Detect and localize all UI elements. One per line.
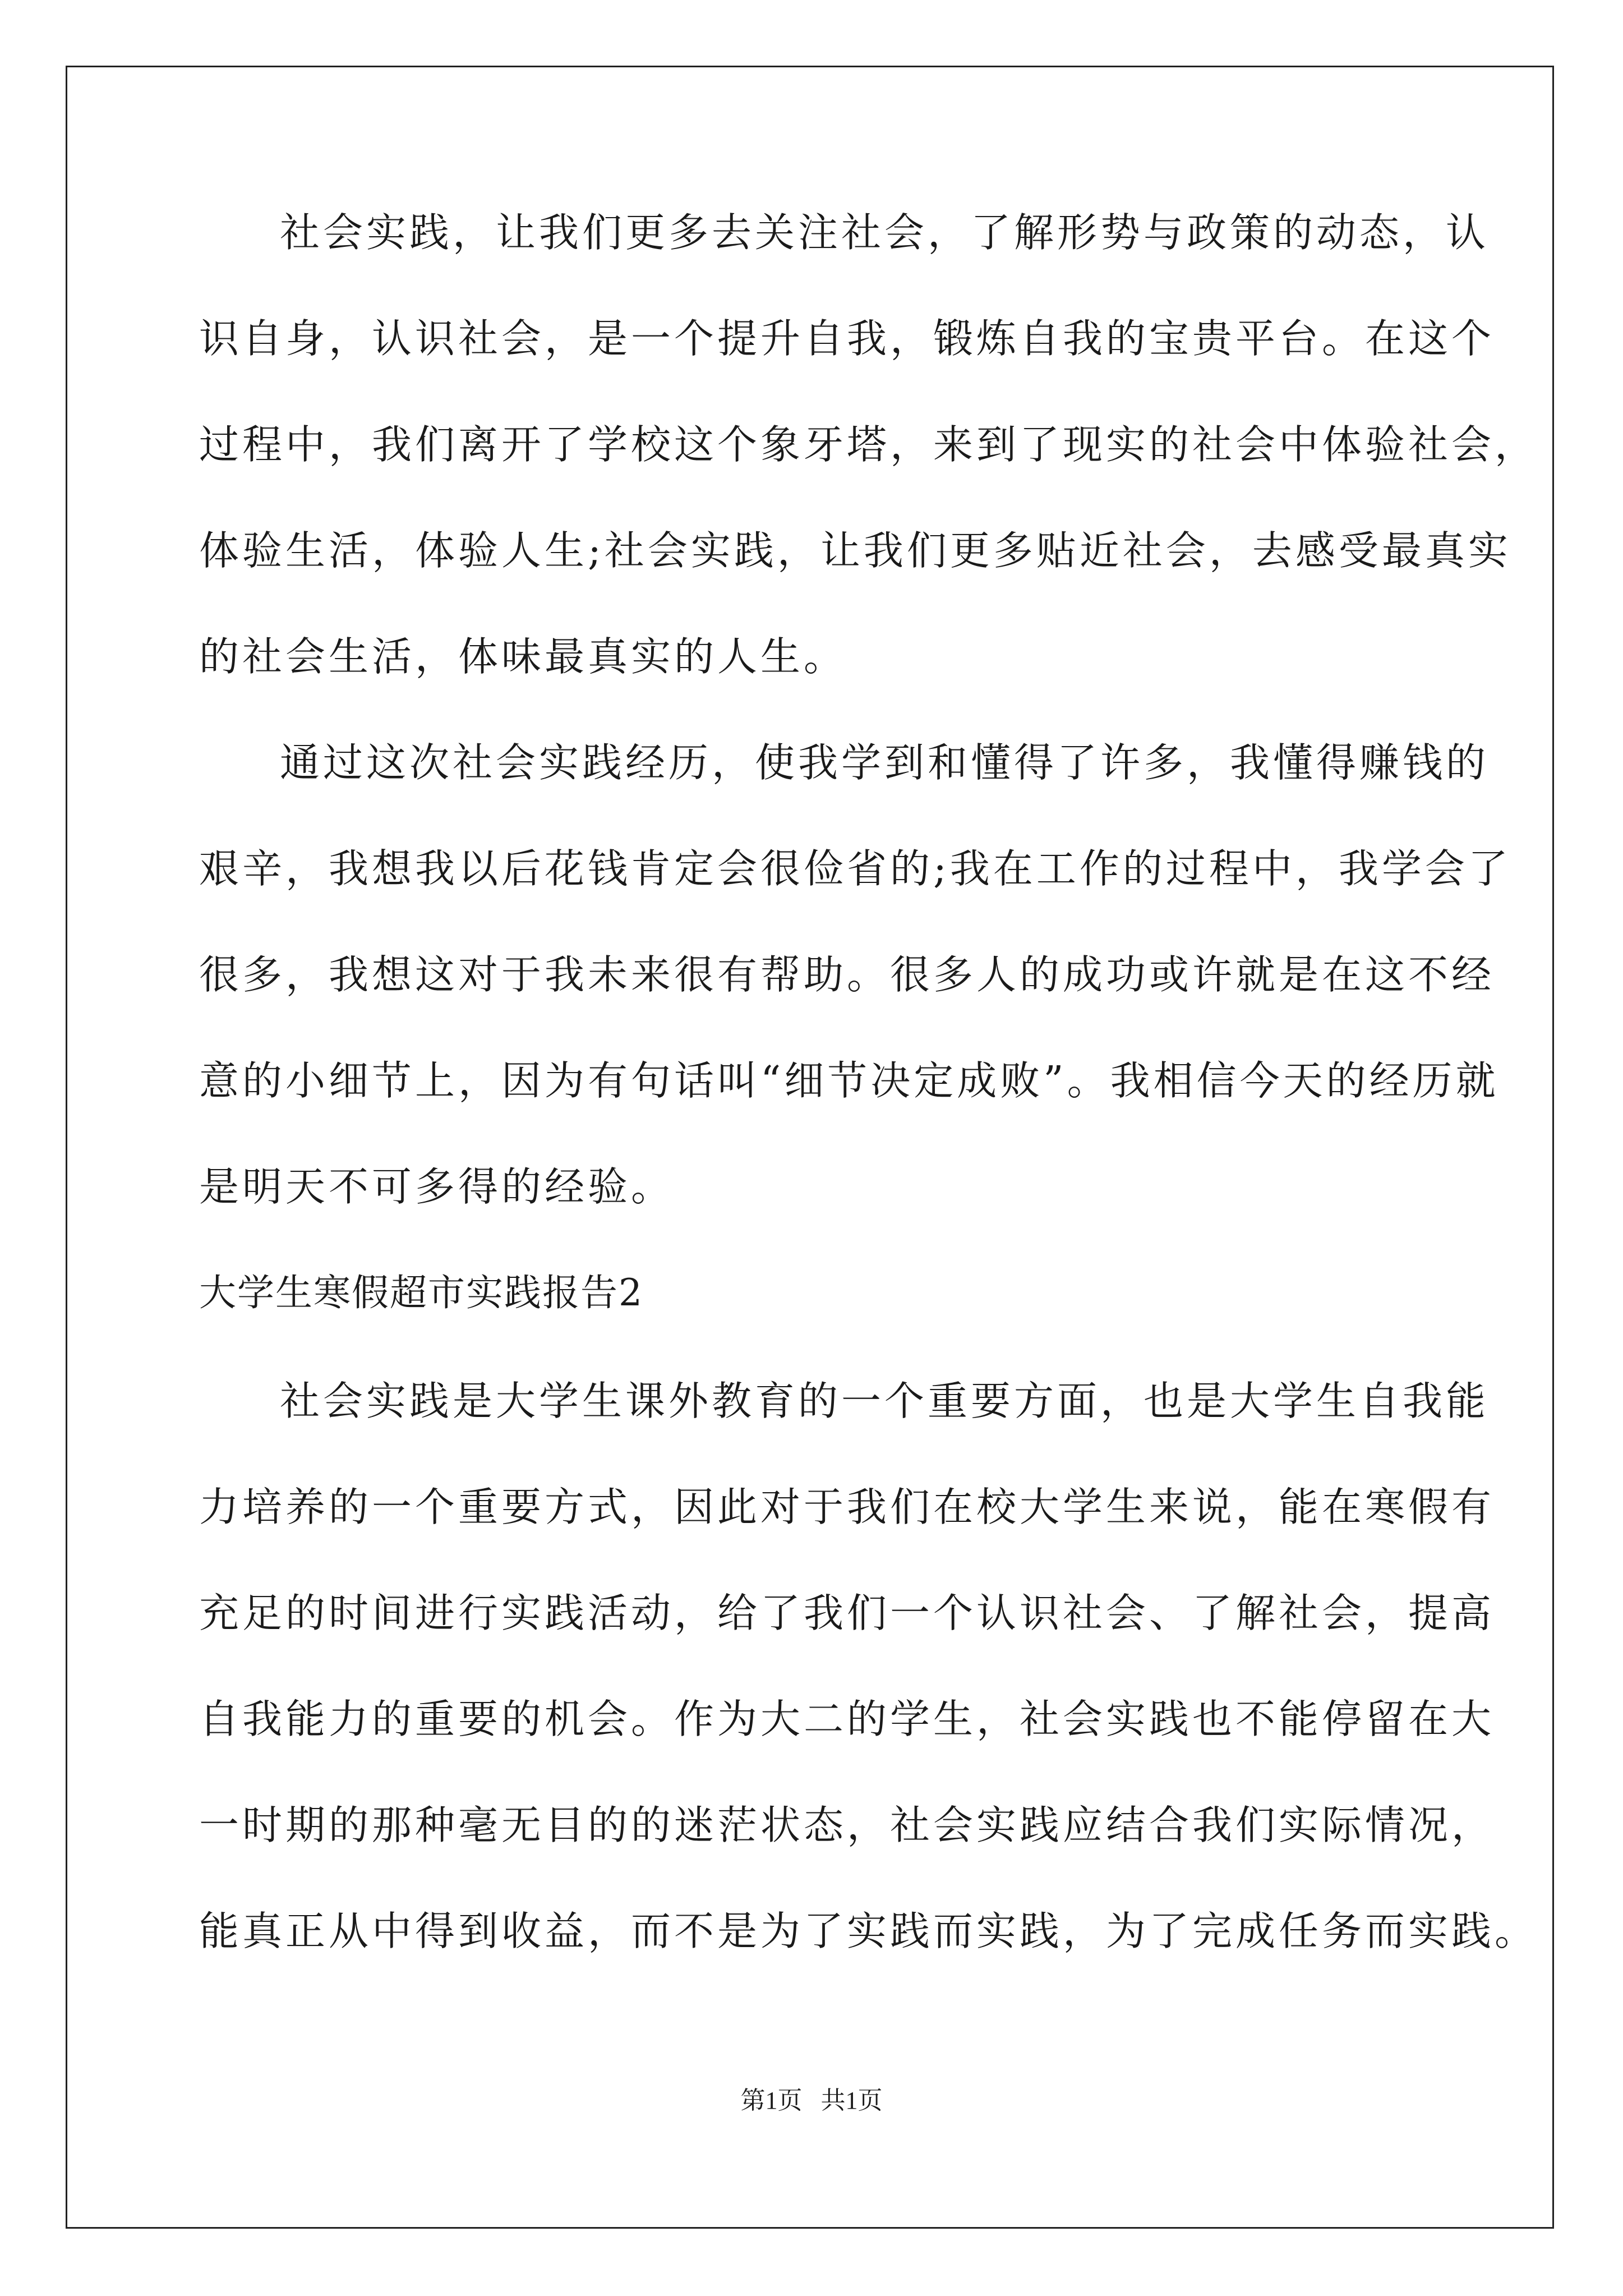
text-line: 的社会生活，体味最真实的人生。 (199, 633, 847, 680)
text-line: 体验生活，体验人生;社会实践，让我们更多贴近社会，去感受最真实 (199, 527, 1511, 574)
text-line: 识自身，认识社会，是一个提升自我，锻炼自我的宝贵平台。在这个 (199, 315, 1495, 362)
text-line: 一时期的那种毫无目的的迷茫状态，社会实践应结合我们实际情况， (199, 1802, 1495, 1848)
document-body (199, 209, 1538, 2015)
text-line: 力培养的一个重要方式，因此对于我们在校大学生来说，能在寒假有 (199, 1484, 1495, 1530)
text-line: 意的小细节上，因为有句话叫“细节决定成败”。我相信今天的经历就 (199, 1057, 1499, 1104)
text-line: 过程中，我们离开了学校这个象牙塔，来到了现实的社会中体验社会， (199, 421, 1538, 468)
section-heading: 大学生寒假超市实践报告2 (199, 1271, 643, 1314)
text-line: 社会实践是大学生课外教育的一个重要方面，也是大学生自我能 (280, 1378, 1490, 1424)
text-line: 能真正从中得到收益，而不是为了实践而实践，为了完成任务而实践。 (199, 1908, 1538, 1954)
paragraph (199, 1378, 1538, 1954)
text-line: 自我能力的重要的机会。作为大二的学生，社会实践也不能停留在大 (199, 1696, 1495, 1742)
paragraph (199, 739, 1511, 1210)
text-line: 通过这次社会实践经历，使我学到和懂得了许多，我懂得赚钱的 (280, 739, 1490, 786)
text-line: 艰辛，我想我以后花钱肯定会很俭省的;我在工作的过程中，我学会了 (199, 845, 1511, 892)
paragraph (199, 209, 1538, 680)
page-number-footer: 第1页 共1页 (740, 2087, 883, 2114)
text-line: 是明天不可多得的经验。 (199, 1163, 675, 1210)
text-line: 充足的时间进行实践活动，给了我们一个认识社会、了解社会，提高 (199, 1590, 1495, 1636)
text-line: 很多，我想这对于我未来很有帮助。很多人的成功或许就是在这不经 (199, 951, 1495, 998)
text-line: 社会实践，让我们更多去关注社会，了解形势与政策的动态，认 (280, 209, 1490, 256)
